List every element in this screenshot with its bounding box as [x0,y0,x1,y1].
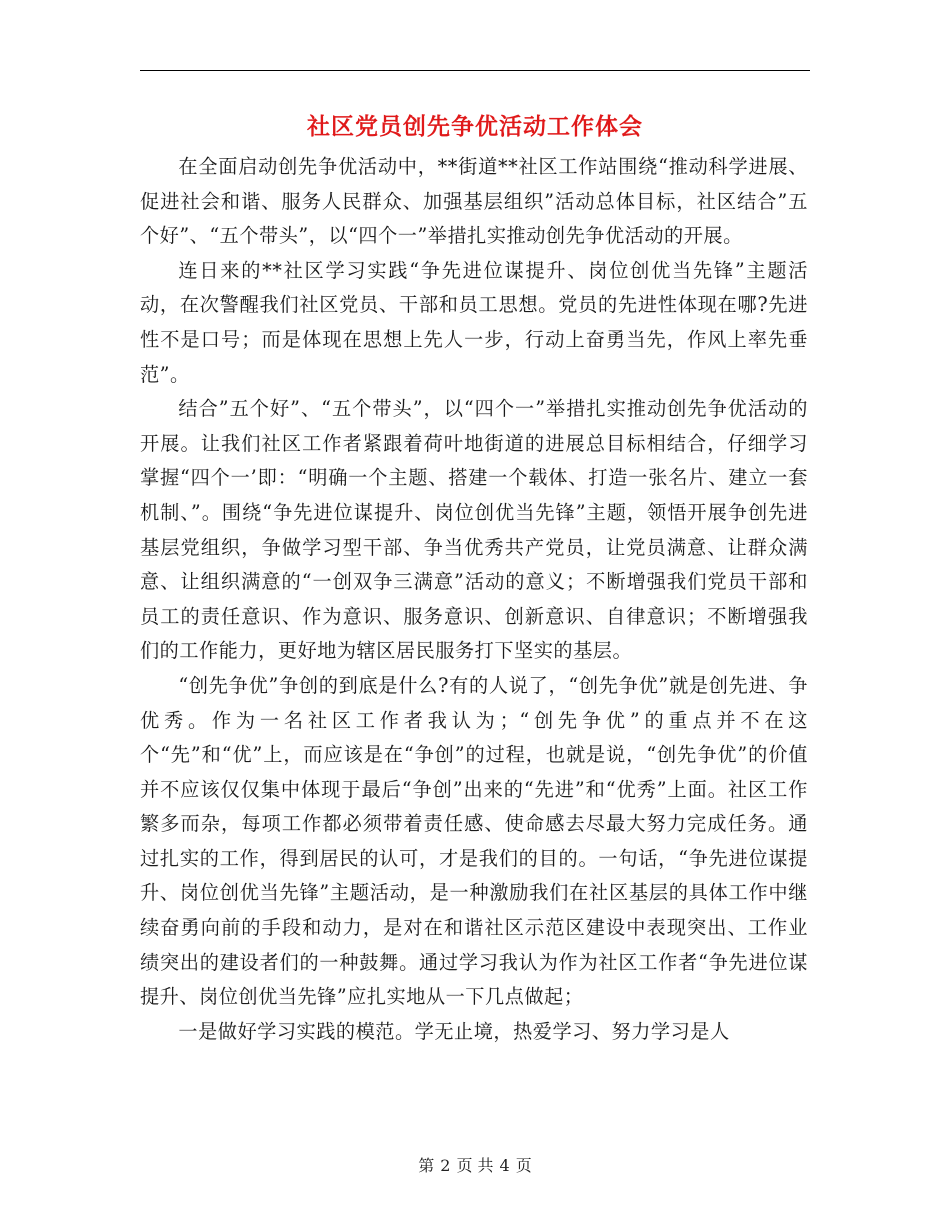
document-body [140,150,808,1049]
footer-prefix: 第 [418,1156,435,1175]
paragraph-4: “创先争优”争创的到底是什么?有的人说了，“创先争优”就是创先进、争优秀。作为一名社区工作者我认为；“创先争优”的重点并不在这个“先”和“优”上，而应该是在“争创”的过程，也就是说，“创先争优”的价值并不应该仅仅集中体现于最后“争创”出来的“先进”和“优秀”上面。社区工作繁多而杂，每项工作都必须带着责任感、使命感去尽最大努力完成任务。通过扎实的工作，得到居民的认可，才是我们的目的。一句话，“争先进位谋提升、岗位创优当先锋”主题活动，是一种激励我们在社区基层的具体工作中继续奋勇向前的手段和动力，是对在和谐社区示范区建设中表现突出、工作业绩突出的建设者们的一种鼓舞。通过学习我认为作为社区工作者“争先进位谋提升、岗位创优当先锋”应扎实地从一下几点做起； [140,673,808,1009]
paragraph-5: 一是做好学习实践的模范。学无止境，热爱学习、努力学习是人 [178,1019,730,1043]
paragraph-2: 连日来的**社区学习实践“争先进位谋提升、岗位创优当先锋”主题活动，在次警醒我们社区党员、干部和员工思想。党员的先进性体现在哪?先进性不是口号；而是体现在思想上先人一步，行动上奋勇当先，作风上率先垂范”。 [140,258,808,386]
footer-middle: 页 共 [456,1156,494,1175]
footer-total-pages: 4 [499,1156,510,1175]
footer-suffix: 页 [515,1156,532,1175]
page-footer [0,1153,950,1176]
document-title: 社区党员创先争优活动工作体会 [307,113,643,140]
paragraph-3: 结合”五个好”、“五个带头”，以“四个一”举措扎实推动创先争优活动的开展。让我们社区工作者紧跟着荷叶地街道的进展总目标相结合，仔细学习掌握“四个一’即：“明确一个主题、搭建一个载体、打造一张名片、建立一套机制、”。围绕“争先进位谋提升、岗位创优当先锋”主题，领悟开展争创先进基层党组织，争做学习型干部、争当优秀共产党员，让党员满意、让群众满意、让组织满意的“一创双争三满意”活动的意义；不断增强我们党员干部和员工的责任意识、作为意识、服务意识、创新意识、自律意识；不断增强我们的工作能力，更好地为辖区居民服务打下坚实的基层。 [140,397,808,663]
paragraph-1: 在全面启动创先争优活动中，**街道**社区工作站围绕“推动科学进展、促进社会和谐、服务人民群众、加强基层组织”活动总体目标，社区结合”五个好”、“五个带头”，以“四个一”举措扎实推动创先争优活动的开展。 [140,155,808,248]
header-rule [140,70,810,71]
footer-current-page: 2 [440,1156,451,1175]
